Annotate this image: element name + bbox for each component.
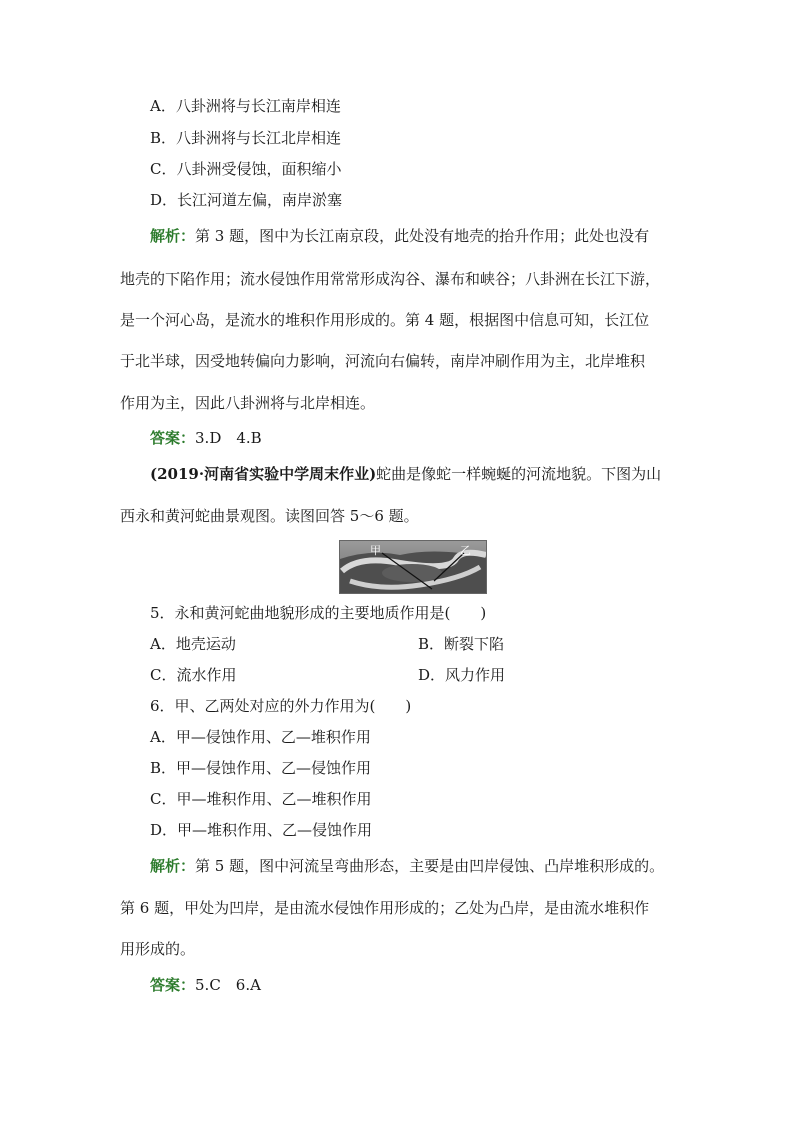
analysis-1-label: 解析： [150, 227, 196, 245]
meander-photo [339, 540, 487, 594]
q3-option-d: D．长江河道左偏，南岸淤塞 [150, 191, 343, 209]
intro-source: (2019·河南省实验中学周末作业) [150, 465, 377, 483]
intro-line-1 [150, 464, 661, 484]
answer-1-text: 3.D 4.B [195, 429, 262, 447]
answer-2-text: 5.C 6.A [195, 976, 261, 994]
q6-option-a: A．甲—侵蚀作用、乙—堆积作用 [150, 728, 371, 746]
q6-option-b: B．甲—侵蚀作用、乙—侵蚀作用 [150, 759, 372, 777]
intro-text-1: 蛇曲是像蛇一样蜿蜒的河流地貌。下图为山 [376, 465, 662, 483]
q5-option-d: D．风力作用 [418, 666, 506, 684]
analysis-2-label: 解析： [150, 857, 196, 875]
analysis-1-line-2: 地壳的下陷作用；流水侵蚀作用常常形成沟谷、瀑布和峡谷；八卦洲在长江下游， [120, 270, 661, 288]
analysis-1-line-1 [150, 226, 649, 246]
analysis-2-line-3: 用形成的。 [120, 940, 196, 958]
answer-1-label: 答案： [150, 429, 196, 447]
figure-label-jia: 甲 [370, 544, 381, 557]
q5-option-b: B．断裂下陷 [418, 635, 505, 653]
q6-option-c: C．甲—堆积作用、乙—堆积作用 [150, 790, 372, 808]
q3-option-b: B．八卦洲将与长江北岸相连 [150, 129, 342, 147]
answer-2 [150, 975, 261, 995]
answer-1 [150, 428, 262, 448]
q3-option-a: A．八卦洲将与长江南岸相连 [150, 97, 341, 115]
q5-option-c: C．流水作用 [150, 666, 237, 684]
q5-stem: 5．永和黄河蛇曲地貌形成的主要地质作用是( ) [150, 604, 487, 622]
analysis-1-line-4: 于北半球，因受地转偏向力影响，河流向右偏转，南岸冲刷作用为主，北岸堆积 [120, 352, 646, 370]
q6-option-d: D．甲—堆积作用、乙—侵蚀作用 [150, 821, 373, 839]
intro-line-2: 西永和黄河蛇曲景观图。读图回答 5～6 题。 [120, 507, 419, 525]
analysis-2-text-1: 第 5 题，图中河流呈弯曲形态，主要是由凹岸侵蚀、凸岸堆积形成的。 [195, 857, 665, 875]
q3-option-c: C．八卦洲受侵蚀，面积缩小 [150, 160, 342, 178]
figure-label-yi: 乙 [460, 544, 471, 557]
analysis-1-line-5: 作用为主，因此八卦洲将与北岸相连。 [120, 394, 376, 412]
analysis-1-line-3: 是一个河心岛，是流水的堆积作用形成的。第 4 题，根据图中信息可知，长江位 [120, 311, 650, 329]
answer-2-label: 答案： [150, 976, 196, 994]
analysis-2-line-1 [150, 856, 664, 876]
analysis-1-text-1: 第 3 题，图中为长江南京段，此处没有地壳的抬升作用；此处也没有 [195, 227, 650, 245]
q5-option-a: A．地壳运动 [150, 635, 236, 653]
q6-stem: 6．甲、乙两处对应的外力作用为( ) [150, 697, 412, 715]
analysis-2-line-2: 第 6 题，甲处为凹岸，是由流水侵蚀作用形成的；乙处为凸岸，是由流水堆积作 [120, 899, 650, 917]
